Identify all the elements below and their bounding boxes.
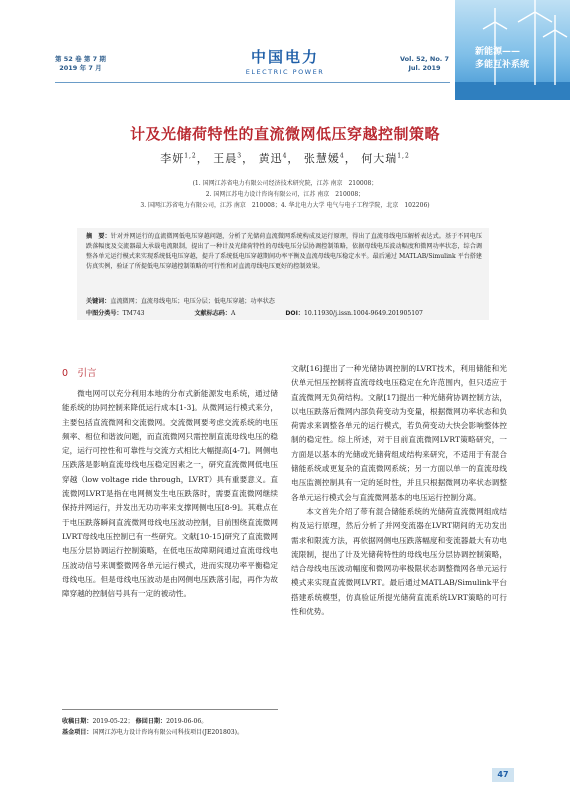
issue-volume-cn: 第 52 卷 第 7 期	[55, 55, 106, 63]
fund-text: 国网江苏电力设计咨询有限公司科技项目(JE201803)。	[92, 729, 244, 736]
classification-line	[86, 308, 482, 317]
author-affil-mark: 4	[339, 152, 345, 160]
paper-title: 计及光储荷特性的直流微网低压穿越控制策略	[129, 125, 440, 143]
affiliation-line: 2. 国网江苏电力设计咨询有限公司，江苏 南京 210008；	[205, 191, 365, 198]
doc-code-label: 文献标志码：	[194, 310, 231, 317]
issue-volume-en: Vol. 52, No. 7	[400, 55, 450, 63]
body-paragraph: 本文首先介绍了带有混合储能系统的光储荷直流微网组成结构及运行原理，然后分析了并网变流器在LVRT期间的无功发出需求和限流方法，再依据网侧电压跌落幅度和变流器最大有功电流限制，提出了计及光储荷特性的母线电压分层协调控制策略，结合母线电压波动幅度和微网功率极限状态调整微网各单元运行模式来实现直流微网LVRT。最后通过MATLAB/Simulink平台搭建系统模型，仿真验证所提光储荷直流系统LVRT策略的可行性和优势。	[291, 506, 507, 617]
header-rule	[55, 82, 450, 83]
keywords-text: 直流微网；直流母线电压；电压分层；低电压穿越；功率状态	[110, 298, 275, 305]
affiliation-line: 3. 国网江苏省电力有限公司，江苏 南京 210008；4. 华北电力大学 电气与电子工程学院，北京 102206)	[140, 202, 430, 209]
abstract-label: 摘 要：	[86, 233, 111, 240]
author-affil-mark: 4	[282, 152, 288, 160]
fund-label: 基金项目：	[62, 729, 93, 736]
author-name: 李妍	[160, 152, 185, 165]
author-list: 李妍$^{1,2}$， 王晨$^3$， 黄迅$^4$， 张慧媛$^4$， 何大瑞$^{1,2}$	[160, 152, 410, 165]
column-banner	[455, 0, 570, 100]
issue-date-en: Jul. 2019	[408, 64, 441, 72]
column-banner-text	[475, 46, 529, 72]
doi-field[interactable]	[285, 310, 447, 317]
journal-name-cn: 中国电力	[250, 48, 319, 66]
revised-label: 修回日期：	[135, 718, 167, 725]
issue-date-cn: 2019 年 7 月	[59, 64, 102, 72]
doi-value[interactable]: 10.11930/j.issn.1004-9649.201905107	[303, 310, 423, 317]
received-date: 2019-05-22	[92, 718, 128, 725]
affiliation-line: (1. 国网江苏省电力有限公司经济技术研究院，江苏 南京 210008；	[192, 180, 378, 187]
abstract	[86, 232, 482, 272]
affiliations	[60, 178, 510, 211]
body-column-right	[291, 362, 507, 619]
doc-code-value: A	[231, 310, 236, 317]
column-banner-line1: 新能源——	[475, 47, 521, 57]
clc-value: TM743	[122, 310, 145, 317]
body-paragraph: 微电网可以充分利用本地的分布式新能源发电系统，通过储能系统的协同控制来降低运行成本[1-3]。从微网运行模式来分，主要包括直流微网和交流微网。交流微网要考虑交流系统的电压频率、相位和谐波问题，而直流微网只需控制直流母线电压的稳定，运行可控性和可靠性与交流方式相比大幅提高[4-7]。网侧电压跌落是影响直流母线电压稳定因素之一，研究直流微网低电压穿越（low voltage ride through，LVRT）具有重要意义。直流微网LVRT是指在电网侧发生电压跌落时，需要直流微网继续保持并网运行，并发出无功功率来支撑网侧电压[8-9]。其难点在于电压跌落瞬间直流微网母线电压波动控制，目前围绕直流微网LVRT母线电压控制已有一些研究。文献[10-15]研究了直流微网电压分层协调运行控制策略，在低电压故障期间通过直流母线电压波动信号来调整微网各单元运行模式，进而实现功率平衡稳定母线电压。但是母线电压波动是由网侧电压跌落引起，再作为故障穿越的控制信号具有一定的被动性。	[62, 389, 278, 599]
page-number: 47	[492, 768, 514, 782]
body-column-left	[62, 387, 278, 601]
journal-name-en: ELECTRIC POWER	[245, 68, 325, 76]
body-paragraph: 文献[16]提出了一种光储协调控制的LVRT技术，利用储能和光伏单元恒压控制将直流母线电压稳定在允许范围内，但只适应于直流微网无负荷结构。文献[17]提出一种光储荷协调控制方法，以电压跌落后微网内部负荷变动为变量，根据微网功率状态和负荷需求来调整各单元的运行模式，若负荷变动大快会影响整体控制的稳定性。综上所述，对于目前直流微网LVRT策略研究，一方面是以基本的光储或光储荷组成结构来研究，不适用于有混合储能系统或更复杂的直流微网系统；另一方面以单一的直流母线电压监测控制具有一定的延时性，并且只根据微网功率状态调整各单元运行模式会与直流微网基本的电压运行控制分离。	[291, 364, 507, 502]
footnote-rule	[62, 709, 278, 710]
author-name: 张慧媛	[303, 152, 340, 165]
issue-info-en	[400, 55, 449, 73]
clc-field	[86, 310, 169, 317]
revised-date: 2019-06-06。	[166, 718, 208, 725]
author-name: 王晨	[213, 152, 238, 165]
clc-label: 中图分类号：	[86, 310, 123, 317]
author-affil-mark: 1,2	[397, 152, 410, 160]
column-banner-line2: 多能互补系统	[475, 60, 530, 70]
footnote	[62, 716, 278, 738]
abstract-text: 针对并网运行的直流微网低电压穿越问题，分析了光储荷直流微网系统构成及运行原理，得出了直流母线电压解析表达式。基于不同电压跌落幅度及交流器最大承载电流限制，提出了一种计及光储荷特性的母线电压分层协调控制策略，依据母线电压波动幅度和微网功率状态，综合调整各单元运行模式来实现系统低电压穿越，提升了系统低电压穿越期间功率平衡及直流母线电压稳定水平。最后通过 MATLAB/Simulink 平台搭建仿真实例，验证了所提低电压穿越控制策略的可行性和对直流母线电压更好的控制效果。	[86, 233, 483, 270]
author-affil-mark: 1,2	[184, 152, 197, 160]
author-name: 何大瑞	[361, 152, 398, 165]
section-heading: 0 引言	[62, 368, 97, 379]
keywords-label: 关键词：	[86, 298, 111, 305]
keywords	[86, 296, 482, 305]
footnote-dates: 收稿日期：2019-05-22； 修回日期：2019-06-06。	[62, 718, 208, 725]
received-label: 收稿日期：	[62, 718, 93, 725]
doc-code-field	[194, 310, 259, 317]
footnote-funding	[62, 727, 278, 738]
doi-label: DOI：	[285, 310, 304, 317]
author-name: 黄迅	[258, 152, 283, 165]
author-affil-mark: 3	[237, 152, 243, 160]
